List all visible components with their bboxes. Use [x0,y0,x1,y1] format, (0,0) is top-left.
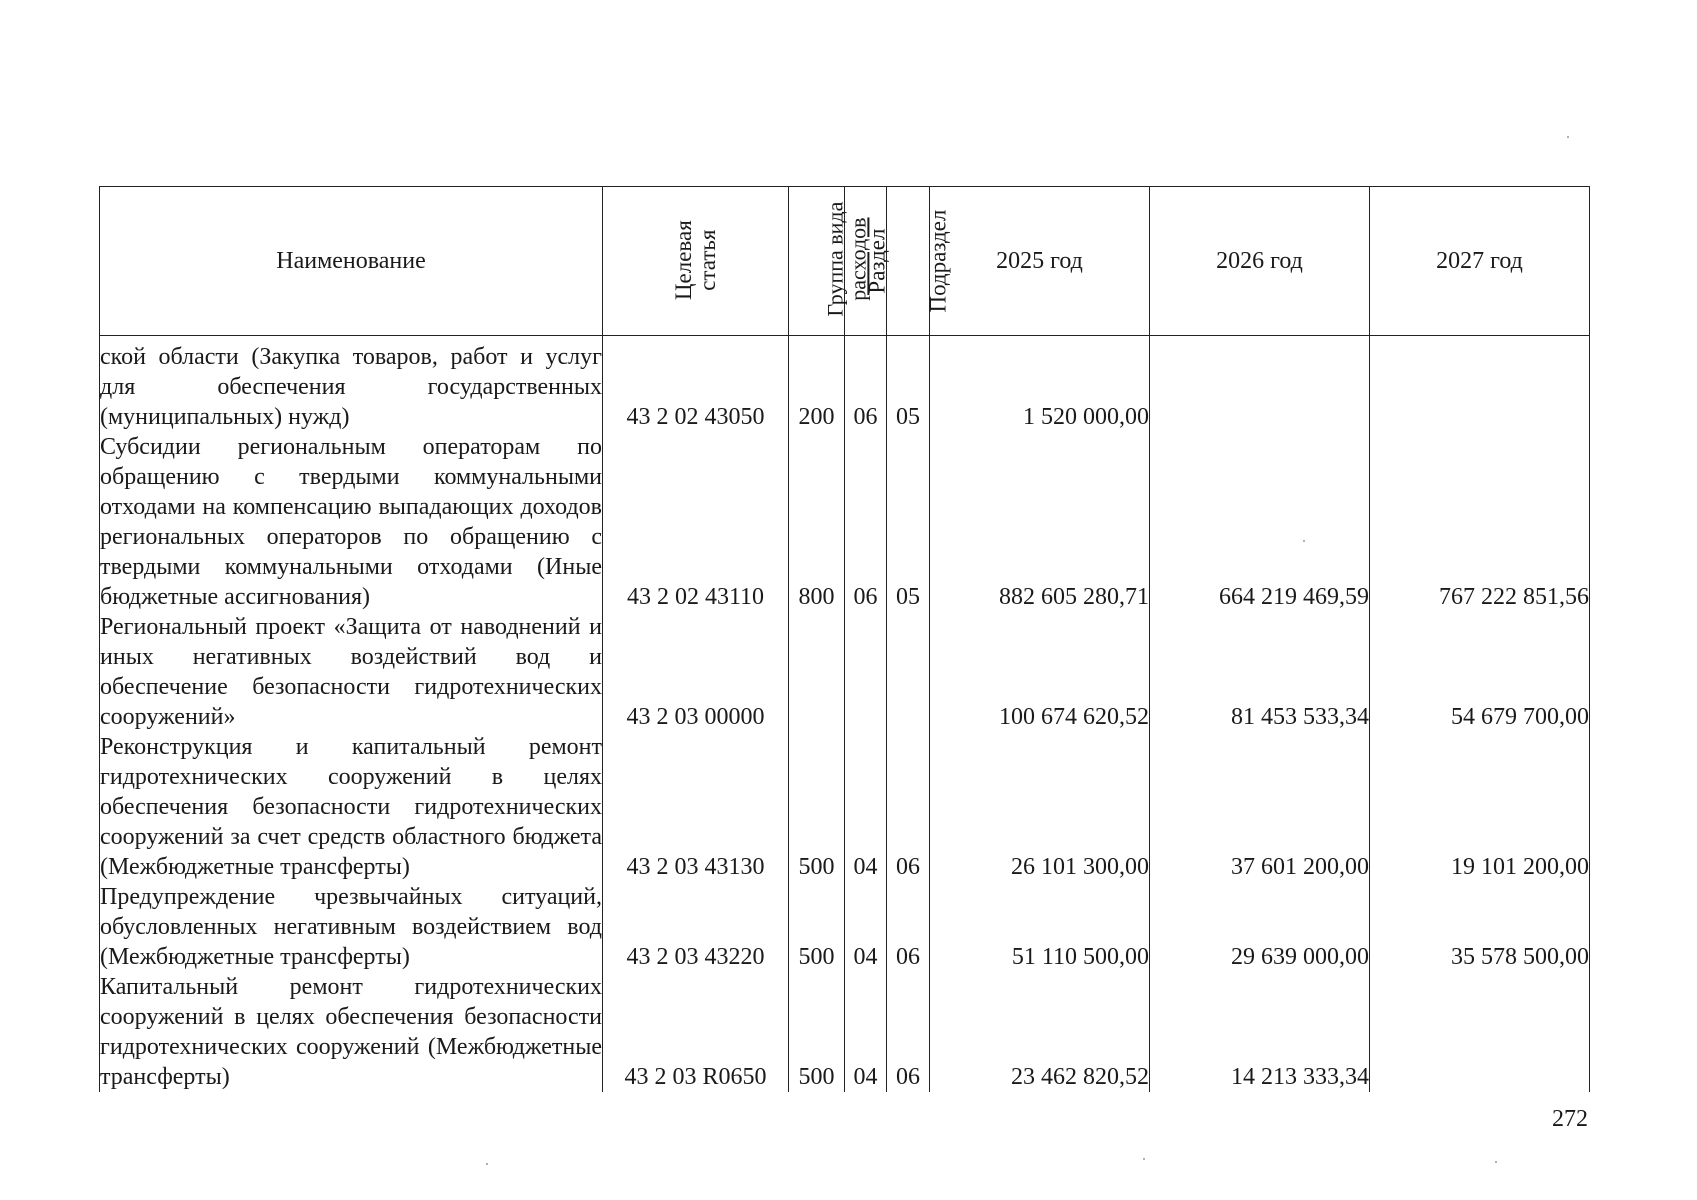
header-section: Раздел [845,187,887,336]
scan-speck [1143,1158,1145,1160]
header-2026: 2026 год [1150,187,1370,336]
row-group: 500 [789,732,845,882]
row-2027: 767 222 851,56 [1370,432,1590,612]
row-name: Капитальный ремонт гидротехнических сооружений в целях обеспечения безопасности гидротехнических сооружений (Межбюджетные трансферты) [100,973,602,1090]
header-2025: 2025 год [930,187,1150,336]
row-subsection [887,612,930,732]
scan-speck [1303,540,1305,542]
row-2025: 23 462 820,52 [930,972,1150,1092]
row-group: 200 [789,336,845,432]
page-number: 272 [1552,1106,1588,1132]
row-code: 43 2 02 43050 [603,336,789,432]
row-name: Субсидии региональным операторам по обращению с твердыми коммунальными отходами на компенсацию выпадающих доходов региональных операторов по обращению с твердыми коммунальными отходами (Иные бюджетные ассигнования) [100,433,602,610]
table-header-row [100,187,1590,336]
row-section: 04 [845,972,887,1092]
row-section: 06 [845,432,887,612]
row-subsection: 06 [887,972,930,1092]
scan-speck [1495,1161,1497,1163]
row-2027 [1370,336,1590,432]
header-name: Наименование [100,187,603,336]
row-2027: 35 578 500,00 [1370,882,1590,972]
row-group [789,612,845,732]
row-2026: 37 601 200,00 [1150,732,1370,882]
row-2025: 100 674 620,52 [930,612,1150,732]
row-2025: 1 520 000,00 [930,336,1150,432]
row-section: 06 [845,336,887,432]
row-2027: 54 679 700,00 [1370,612,1590,732]
row-section [845,612,887,732]
table-row [100,972,1590,1092]
table-row [100,882,1590,972]
row-name: Региональный проект «Защита от наводнений и иных негативных воздействий вод и обеспечение безопасности гидротехнических сооружений» [100,613,602,730]
row-2027 [1370,972,1590,1092]
budget-table [99,186,1590,1092]
row-subsection: 06 [887,732,930,882]
row-2026: 81 453 533,34 [1150,612,1370,732]
row-name: Предупреждение чрезвычайных ситуаций, обусловленных негативным воздействием вод (Межбюджетные трансферты) [100,883,602,970]
row-2026: 14 213 333,34 [1150,972,1370,1092]
row-code: 43 2 03 R0650 [603,972,789,1092]
row-subsection: 06 [887,882,930,972]
header-2027: 2027 год [1370,187,1590,336]
row-group: 500 [789,972,845,1092]
row-code: 43 2 02 43110 [603,432,789,612]
row-subsection: 05 [887,432,930,612]
table-row [100,612,1590,732]
row-code: 43 2 03 43220 [603,882,789,972]
row-name: Реконструкция и капитальный ремонт гидротехнических сооружений в целях обеспечения безопасности гидротехнических сооружений за счет средств областного бюджета (Межбюджетные трансферты) [100,733,602,880]
header-expense-group: Группа вида расходов [789,187,845,336]
row-section: 04 [845,882,887,972]
scan-speck [1567,136,1569,138]
table-row [100,336,1590,432]
row-2026 [1150,336,1370,432]
table-row [100,432,1590,612]
row-2026: 29 639 000,00 [1150,882,1370,972]
row-group: 800 [789,432,845,612]
row-section: 04 [845,732,887,882]
row-code: 43 2 03 43130 [603,732,789,882]
header-target-article: Целевая статья [603,187,789,336]
row-2026: 664 219 469,59 [1150,432,1370,612]
header-subsection: Подраздел [887,187,930,336]
row-name: ской области (Закупка товаров, работ и услуг для обеспечения государственных (муниципальных) нужд) [100,336,603,432]
table-row [100,732,1590,882]
row-group: 500 [789,882,845,972]
row-2025: 51 110 500,00 [930,882,1150,972]
scan-speck [486,1163,488,1165]
row-2027: 19 101 200,00 [1370,732,1590,882]
row-2025: 882 605 280,71 [930,432,1150,612]
row-code: 43 2 03 00000 [603,612,789,732]
row-subsection: 05 [887,336,930,432]
row-2025: 26 101 300,00 [930,732,1150,882]
